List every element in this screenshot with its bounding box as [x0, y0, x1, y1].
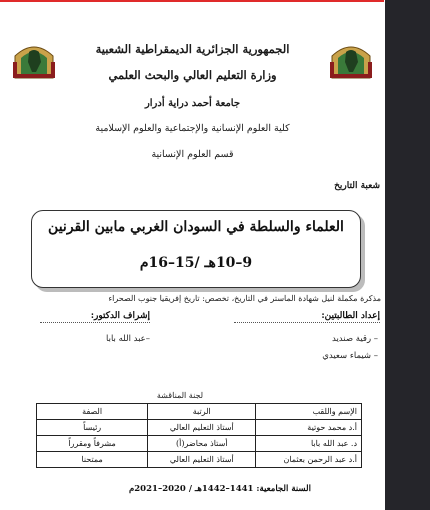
viewer-background	[385, 0, 430, 510]
table-header-row	[37, 404, 362, 420]
column-header-rank: الرتبة	[148, 404, 256, 420]
top-rule	[0, 0, 384, 2]
prepared-by-label: إعداد الطالبتين:	[321, 311, 380, 321]
member-rank: أستاذ التعليم العالي	[148, 420, 256, 436]
thesis-description: مذكرة مكملة لنيل شهادة الماستر في التاريخ، تخصص: تاريخ إفريقيا جنوب الصحراء	[108, 294, 381, 303]
divider	[40, 322, 150, 323]
divider	[234, 322, 380, 323]
department-name: قسم العلوم الإنسانية	[151, 149, 234, 160]
member-rank: أستاذ التعليم العالي	[148, 452, 256, 468]
republic-heading: الجمهورية الجزائرية الديمقراطية الشعبية	[95, 42, 290, 56]
table-row	[37, 452, 362, 468]
faculty-name: كلية العلوم الإنسانية والإجتماعية والعلوم الإسلامية	[95, 123, 290, 134]
thesis-title: العلماء والسلطة في السودان الغربي مابين القرنين	[48, 219, 344, 235]
committee-table	[36, 403, 362, 468]
thesis-title-box	[31, 210, 361, 288]
column-header-name: الإسم واللقب	[256, 404, 362, 420]
supervisor-name: –عبد الله بابا	[106, 334, 150, 344]
member-name: أ.د محمد حوتية	[256, 420, 362, 436]
table-row	[37, 436, 362, 452]
student-name: – شيماء سعيدي	[322, 351, 378, 361]
academic-year: السنة الجامعية: 1441–1442هـ / 2020–2021م	[129, 484, 311, 494]
ministry-heading: وزارة التعليم العالي والبحث العلمي	[108, 68, 277, 82]
table-row	[37, 420, 362, 436]
document-page	[0, 2, 385, 510]
member-capacity: رئيساً	[37, 420, 148, 436]
committee-label: لجنة المناقشة	[156, 391, 204, 400]
member-name: أ.د عبد الرحمن بعثمان	[256, 452, 362, 468]
column-header-capacity: الصفة	[37, 404, 148, 420]
member-capacity: مشرفاً ومقرراً	[37, 436, 148, 452]
thesis-period: 9–10هـ /15–16م	[139, 255, 253, 271]
student-name: – رقية صنديد	[331, 334, 378, 344]
member-capacity: ممتحنا	[37, 452, 148, 468]
supervision-label: إشراف الدكتور:	[90, 311, 150, 321]
university-name: جامعة أحمد دراية أدرار	[144, 98, 241, 109]
specialty-label: شعبة التاريخ	[334, 181, 380, 191]
member-name: د. عبد الله بابا	[256, 436, 362, 452]
member-rank: أستاذ محاضر(أ)	[148, 436, 256, 452]
